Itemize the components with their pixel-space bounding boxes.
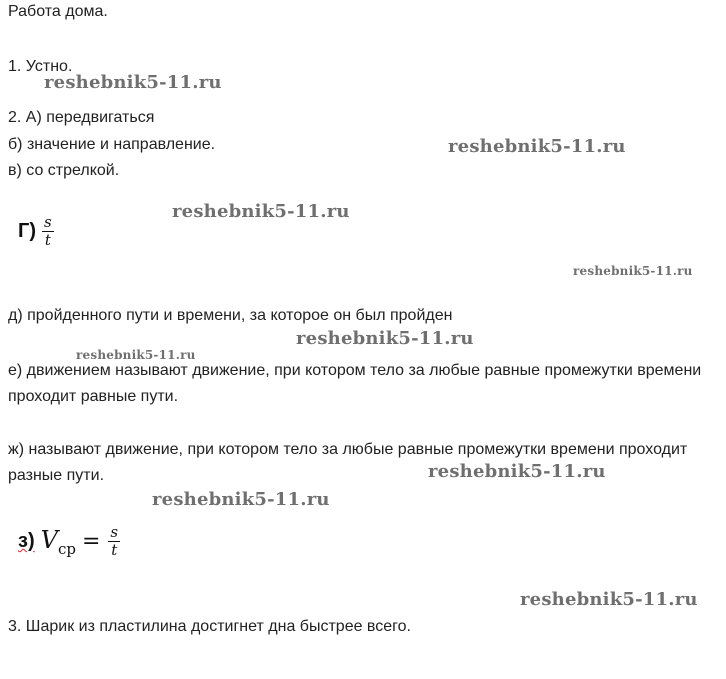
equals-sign: =	[81, 529, 101, 554]
answer-3: 3. Шарик из пластилина достигнет дна быстрее всего.	[8, 618, 411, 635]
fraction-numerator: s	[44, 213, 52, 231]
watermark: reshebnik5-11.ru	[573, 264, 693, 278]
answer-2a: 2. А) передвигаться	[8, 109, 155, 126]
formula-average-speed	[18, 524, 120, 559]
fraction-denominator: t	[44, 231, 51, 249]
answer-2e: е) движением называют движение, при котором тело за любые равные промежутки времени проходит равные пути.	[8, 362, 702, 405]
fraction-denominator: t	[111, 541, 118, 559]
velocity-subscript: ср	[57, 539, 76, 558]
page-title: Работа дома.	[8, 3, 108, 20]
answer-2d: д) пройденного пути и времени, за которое он был пройден	[8, 307, 453, 324]
answer-1: 1. Устно.	[8, 58, 73, 75]
answer-2zh: ж) называют движение, при котором тело за любые равные промежутки времени проходит разные пути.	[8, 441, 688, 484]
answer-2v: в) со стрелкой.	[8, 162, 120, 179]
fraction	[108, 524, 120, 559]
watermark: reshebnik5-11.ru	[44, 72, 222, 93]
formula-prefix: Г)	[18, 220, 36, 242]
watermark: reshebnik5-11.ru	[520, 589, 698, 610]
answer-2b: б) значение и направление.	[8, 136, 216, 153]
watermark: reshebnik5-11.ru	[428, 461, 606, 482]
fraction	[42, 214, 54, 249]
watermark: reshebnik5-11.ru	[76, 348, 196, 362]
watermark: reshebnik5-11.ru	[296, 328, 474, 349]
velocity-symbol: $V_{ср}$	[40, 525, 76, 558]
formula-speed-g	[18, 214, 54, 249]
formula-prefix: з)	[18, 530, 35, 552]
fraction-numerator: s	[110, 523, 119, 541]
watermark: reshebnik5-11.ru	[172, 201, 350, 222]
watermark: reshebnik5-11.ru	[152, 489, 330, 510]
watermark: reshebnik5-11.ru	[448, 136, 626, 157]
